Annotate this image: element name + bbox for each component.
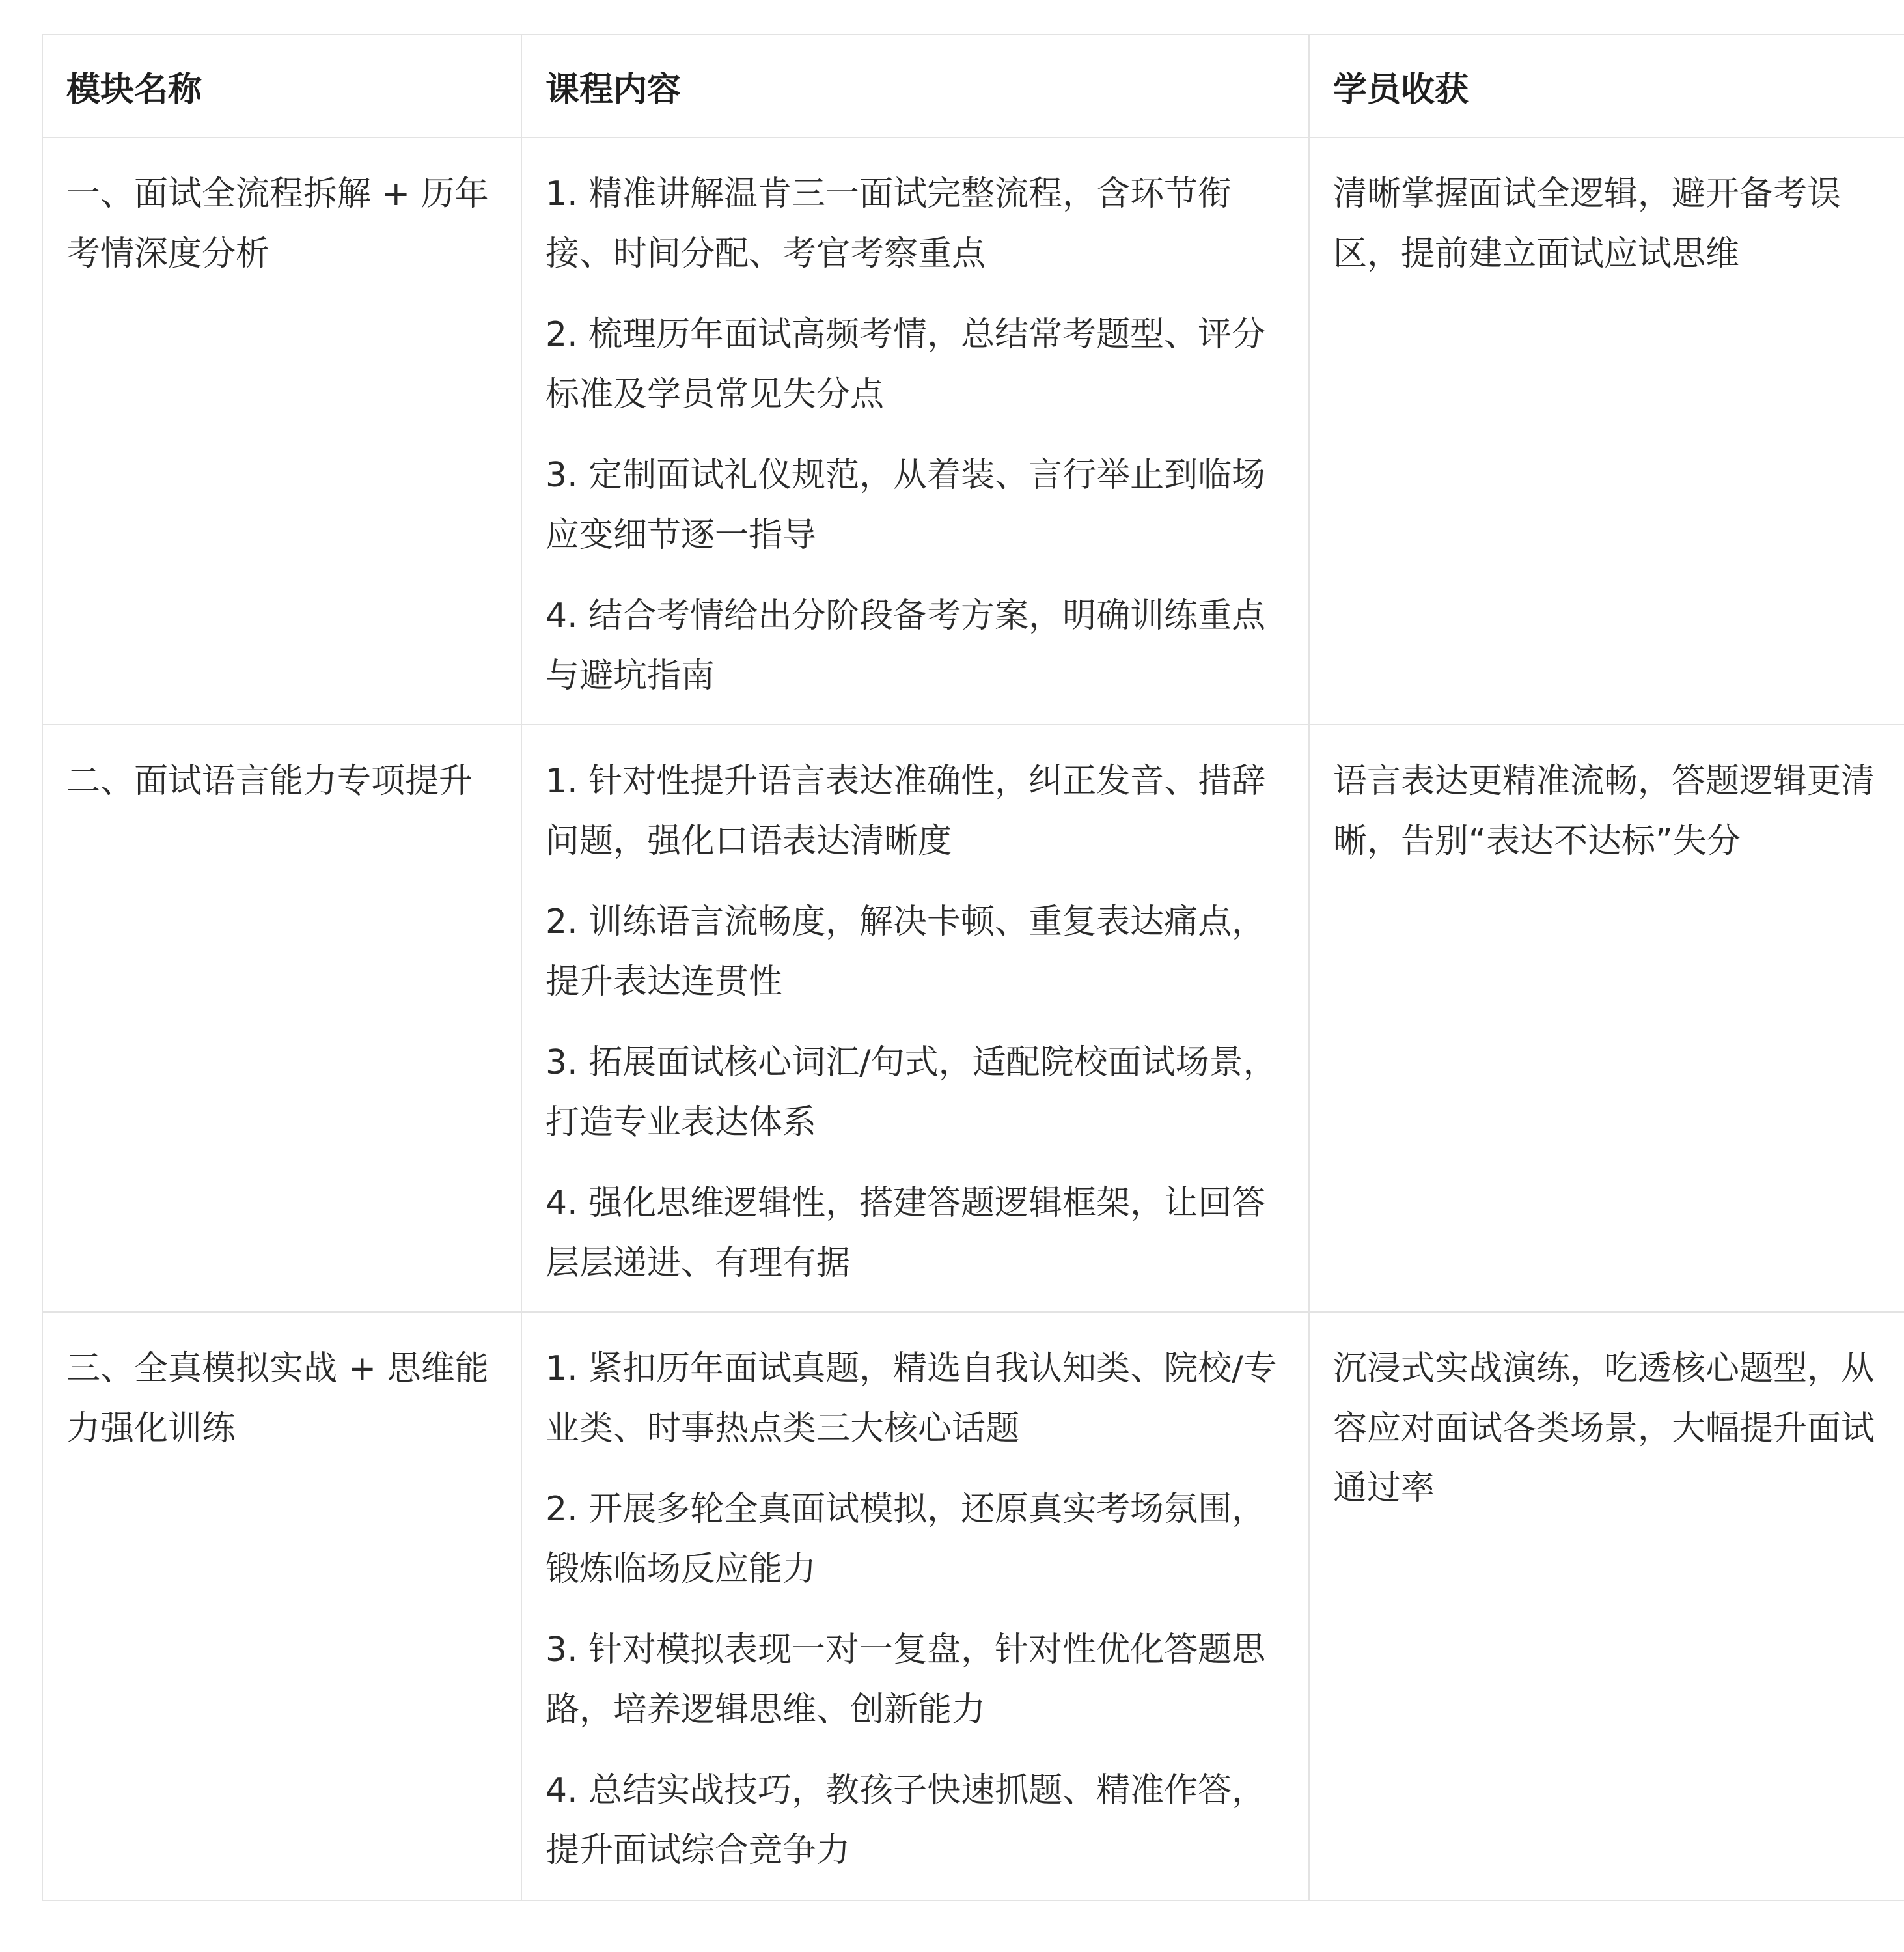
student-outcome-cell: [1309, 725, 1904, 1312]
student-outcome: 沉浸式实战演练，吃透核心题型，从容应对面试各类场景，大幅提升面试通过率: [1333, 1349, 1875, 1508]
module-name: 二、面试语言能力专项提升: [66, 762, 473, 801]
student-outcome-cell: [1309, 1312, 1904, 1901]
module-name-cell: [42, 1312, 521, 1901]
table-body: [42, 137, 1904, 1901]
table-row: [42, 137, 1904, 725]
course-content-cell: [521, 725, 1309, 1312]
content-item: 4. 强化思维逻辑性，搭建答题逻辑框架，让回答层层递进、有理有据: [545, 1184, 1266, 1283]
table-row: [42, 1312, 1904, 1901]
content-item: 4. 总结实战技巧，教孩子快速抓题、精准作答，提升面试综合竞争力: [545, 1771, 1266, 1870]
course-module-table-container: [42, 34, 1904, 1901]
content-item: 2. 梳理历年面试高频考情，总结常考题型、评分标准及学员常见失分点: [545, 315, 1266, 414]
module-name-cell: [42, 725, 521, 1312]
content-item: 3. 针对模拟表现一对一复盘，针对性优化答题思路，培养逻辑思维、创新能力: [545, 1630, 1266, 1729]
header-row: [42, 35, 1904, 137]
content-item: 4. 结合考情给出分阶段备考方案，明确训练重点与避坑指南: [545, 596, 1266, 695]
module-name: 一、面试全流程拆解 + 历年考情深度分析: [66, 174, 489, 273]
content-item: 3. 定制面试礼仪规范，从着装、言行举止到临场应变细节逐一指导: [545, 456, 1266, 555]
content-item: 1. 针对性提升语言表达准确性，纠正发音、措辞问题，强化口语表达清晰度: [545, 762, 1266, 861]
header-student-outcome: 学员收获: [1309, 35, 1904, 137]
content-item: 1. 精准讲解温肯三一面试完整流程，含环节衔接、时间分配、考官考察重点: [545, 174, 1232, 273]
course-module-table: [42, 34, 1904, 1901]
course-content-cell: [521, 137, 1309, 725]
student-outcome: 语言表达更精准流畅，答题逻辑更清晰，告别“表达不达标”失分: [1333, 762, 1875, 861]
content-item: 3. 拓展面试核心词汇/句式，适配院校面试场景，打造专业表达体系: [545, 1043, 1277, 1142]
student-outcome: 清晰掌握面试全逻辑，避开备考误区，提前建立面试应试思维: [1333, 174, 1842, 273]
module-name-cell: [42, 137, 521, 725]
table-header: [42, 35, 1904, 137]
content-item: 2. 训练语言流畅度，解决卡顿、重复表达痛点，提升表达连贯性: [545, 902, 1266, 1001]
student-outcome-cell: [1309, 137, 1904, 725]
content-item: 1. 紧扣历年面试真题，精选自我认知类、院校/专业类、时事热点类三大核心话题: [545, 1349, 1277, 1448]
header-course-content: 课程内容: [521, 35, 1309, 137]
table-row: [42, 725, 1904, 1312]
course-content-cell: [521, 1312, 1309, 1901]
module-name: 三、全真模拟实战 + 思维能力强化训练: [66, 1349, 489, 1448]
header-module-name: 模块名称: [42, 35, 521, 137]
content-item: 2. 开展多轮全真面试模拟，还原真实考场氛围，锻炼临场反应能力: [545, 1490, 1266, 1589]
